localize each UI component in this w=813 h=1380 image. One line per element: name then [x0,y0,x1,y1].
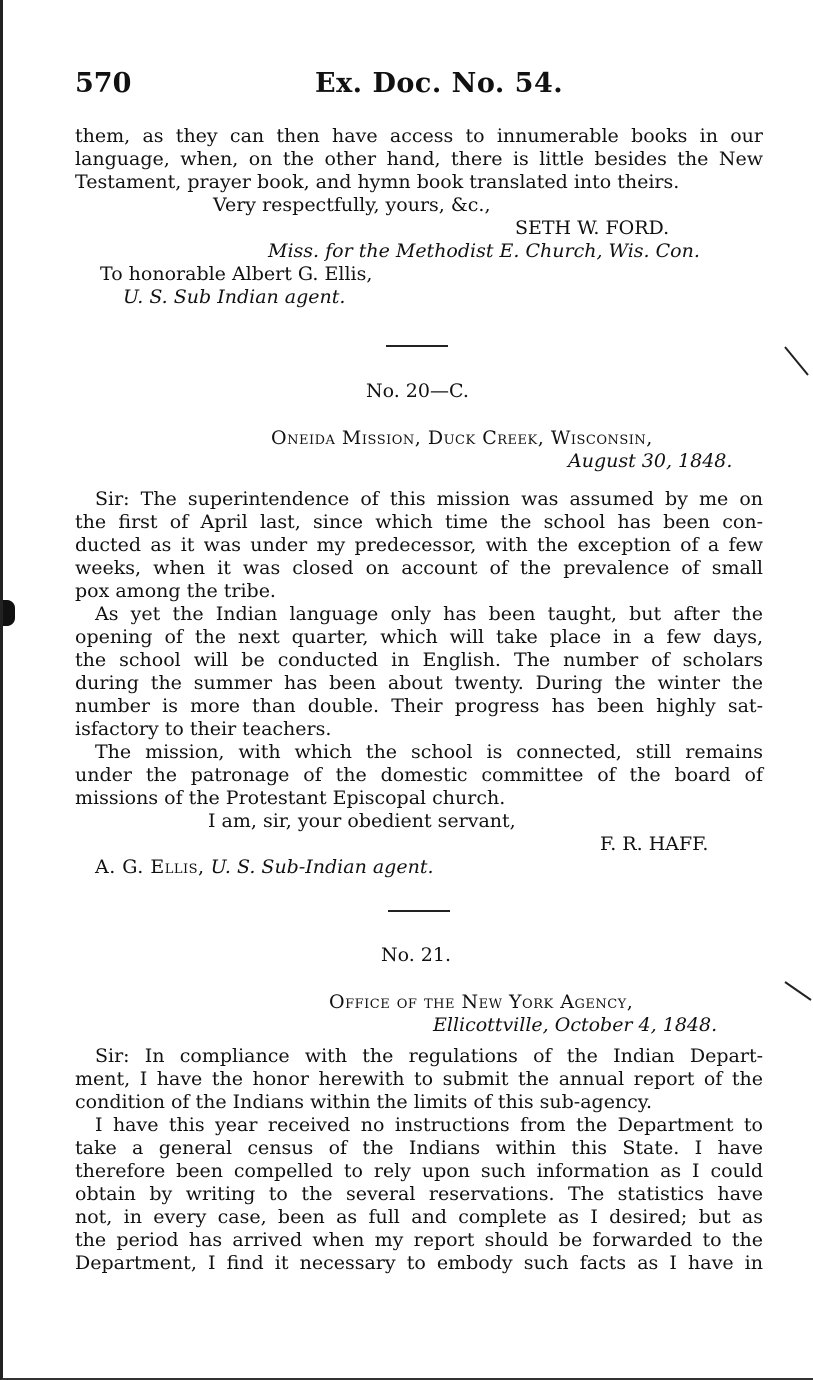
text-line: therefore been compelled to rely upon such information as I could [75,1160,763,1182]
section-divider [388,910,450,912]
page-number: 570 [75,68,132,99]
text-line: ducted as it was under my predecessor, with the exception of a few [75,534,763,556]
document-number: No. 21. [381,944,452,966]
text-line: Department, I find it necessary to embody such facts as I have in [75,1252,763,1274]
scan-mark-icon [783,345,813,380]
text-line: number is more than double. Their progress has been highly sat- [75,695,763,717]
letter-place: Office of the New York Agency, [329,991,634,1013]
page-header [75,68,755,108]
text-line: them, as they can then have access to innumerable books in our [75,125,763,147]
letter-place: Oneida Mission, Duck Creek, Wisconsin, [271,427,653,449]
closing: Very respectfully, yours, &c., [213,194,491,216]
document-number: No. 20—C. [366,380,469,402]
text-line: take a general census of the Indians within this State. I have [75,1137,763,1159]
text-line: not, in every case, been as full and complete as I desired; but as [75,1206,763,1228]
text-line: ment, I have the honor herewith to submit the annual report of the [75,1068,763,1090]
text-line: weeks, when it was closed on account of the prevalence of small [75,557,763,579]
text-line: the first of April last, since which time the school has been con- [75,511,763,533]
document-title: Ex. Doc. No. 54. [315,68,564,99]
text-line: isfactory to their teachers. [75,718,332,740]
section-divider [386,345,448,347]
text-line: pox among the tribe. [75,580,276,602]
text-line: Sir: The superintendence of this mission was assumed by me on [95,488,763,510]
text-line: missions of the Protestant Episcopal church. [75,787,506,809]
text-line: language, when, on the other hand, there is little besides the New [75,148,763,170]
letter-date: Ellicottville, October 4, 1848. [433,1014,718,1036]
addressee-line [95,856,434,879]
text-line: the school will be conducted in English. The number of scholars [75,649,763,671]
scan-mark-icon [783,980,813,1005]
addressee-name: A. G. Ellis, [95,856,205,878]
text-line: condition of the Indians within the limits of this sub-agency. [75,1091,653,1113]
addressee-line: U. S. Sub Indian agent. [123,286,346,308]
signature: SETH W. FORD. [515,217,670,239]
text-line: I have this year received no instructions from the Department to [95,1114,763,1136]
text-line: the period has arrived when my report should be forwarded to the [75,1229,763,1251]
text-line: As yet the Indian language only has been taught, but after the [95,603,763,625]
text-line: obtain by writing to the several reservations. The statistics have [75,1183,763,1205]
signature: F. R. HAFF. [600,833,709,855]
addressee-line: To honorable Albert G. Ellis, [100,263,373,285]
text-line: Sir: In compliance with the regulations of the Indian Depart- [95,1045,763,1067]
text-line: during the summer has been about twenty. During the winter the [75,672,763,694]
text-line: under the patronage of the domestic committee of the board of [75,764,763,786]
text-line: The mission, with which the school is connected, still remains [95,741,763,763]
binding-hole-icon [3,600,15,626]
text-line: Testament, prayer book, and hymn book translated into theirs. [75,171,680,193]
text-line: opening of the next quarter, which will take place in a few days, [75,626,763,648]
signature-title: Miss. for the Methodist E. Church, Wis. Con. [268,240,700,262]
addressee-title: U. S. Sub-Indian agent. [210,856,434,878]
letter-date: August 30, 1848. [568,450,733,472]
closing: I am, sir, your obedient servant, [208,810,516,832]
